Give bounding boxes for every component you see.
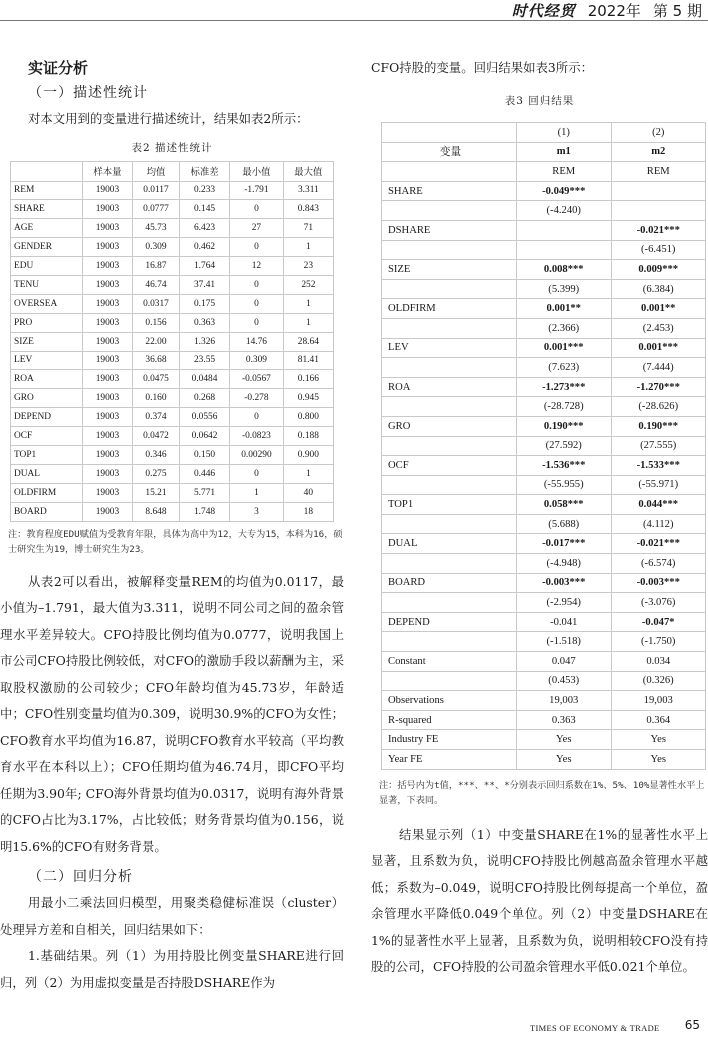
table-cell — [517, 240, 612, 260]
table-cell: 36.68 — [133, 351, 180, 370]
paragraph: 从表2可以看出，被解释变量REM的均值为0.0117，最小值为–1.791，最大值为3.311，说明不同公司之间的盈余管理水平差异较大。CFO持股比例均值为0.0777，说明我国上市公司CFO持股比例较低，对CFO的激励手段以薪酬为主，采取股权激励的公司较少；CFO年龄均值为45.73岁，年龄适中；CFO性别变量均值为0.309，说明30.9%的CFO为女性；CFO教育水平均值为16.87，说明CFO教育水平较高（平均教育水平在本科以上）；CFO任期均值为46.74月，即CFO平均任期为3.90年; CFO海外背景均值为0.0317，说明有海外背景的CFO占比为3.17%，占比较低；财务背景均值为0.156，说明15.6%的CFO有财务背景。 — [0, 573, 344, 854]
table3-model-row — [382, 142, 706, 162]
table-cell: Constant — [382, 652, 517, 672]
table-cell: EDU — [11, 257, 83, 276]
journal-name-footer: TIMES OF ECONOMY & TRADE — [530, 1023, 660, 1033]
header-year: 2022年 — [587, 1, 641, 20]
table-cell: -1.533*** — [611, 456, 706, 476]
table-cell: (-4.948) — [517, 554, 612, 574]
table2-header-cell: 最小值 — [230, 161, 284, 181]
table-row — [382, 750, 706, 770]
table-cell: m2 — [611, 142, 706, 162]
table-cell: 0.233 — [179, 181, 229, 200]
paragraph: 结果显示列（1）中变量SHARE在1%的显著性水平上显著，且系数为负，说明CFO持股比例越高盈余管理水平越低；系数为–0.049，说明CFO持股比例每提高一个单位，盈余管理水平降低0.049个单位。列（2）中变量DSHARE在1%的显著性水平上显著，且系数为负，说明相较CFO没有持股的公司，CFO持股的公司盈余管理水平低0.021个单位。 — [371, 826, 708, 975]
table-cell: 变量 — [382, 142, 517, 162]
table-row — [382, 652, 706, 672]
table-cell: 19003 — [82, 370, 132, 389]
table-cell: 0 — [230, 464, 284, 483]
table-row — [382, 456, 706, 476]
table-cell: 0.166 — [283, 370, 333, 389]
table-cell: (-28.728) — [517, 397, 612, 417]
table-cell: 23 — [283, 257, 333, 276]
table-row — [382, 691, 706, 711]
table-cell — [382, 162, 517, 182]
table-cell: 0.150 — [179, 445, 229, 464]
table-cell: 19003 — [82, 483, 132, 502]
table-row — [382, 318, 706, 338]
table2-caption: 表2 描述性统计 — [131, 141, 213, 154]
table-cell — [382, 632, 517, 652]
table-cell: -0.003*** — [517, 573, 612, 593]
table-cell: (-55.955) — [517, 475, 612, 495]
table-cell: 19003 — [82, 200, 132, 219]
table-row — [11, 464, 334, 483]
table-cell: m1 — [517, 142, 612, 162]
table-cell: 0.034 — [611, 652, 706, 672]
table-row — [382, 514, 706, 534]
table-cell: 0.900 — [283, 445, 333, 464]
table-cell: 0.462 — [179, 238, 229, 257]
table-cell: 1 — [283, 313, 333, 332]
page-number: 65 — [684, 1018, 700, 1032]
table-cell: REM — [11, 181, 83, 200]
table-cell: (-2.954) — [517, 593, 612, 613]
table-cell: (27.592) — [517, 436, 612, 456]
paragraph: 对本文用到的变量进行描述统计，结果如表2所示： — [28, 111, 309, 126]
table-cell: 19003 — [82, 332, 132, 351]
table-row — [11, 238, 334, 257]
table-cell: (4.112) — [611, 514, 706, 534]
table-row — [382, 436, 706, 456]
table3-caption: 表3 回归结果 — [504, 95, 575, 107]
table-cell: 1 — [230, 483, 284, 502]
table-cell: 0.00290 — [230, 445, 284, 464]
table-row — [382, 671, 706, 691]
table-cell: 0.009*** — [611, 260, 706, 280]
table-cell: (2.366) — [517, 318, 612, 338]
table-cell: 0.800 — [283, 408, 333, 427]
table-cell: 19003 — [82, 445, 132, 464]
table-cell: 252 — [283, 275, 333, 294]
table-row — [382, 730, 706, 750]
table-cell: 0.0317 — [133, 294, 180, 313]
table-cell: 0.363 — [179, 313, 229, 332]
table-cell: REM — [611, 162, 706, 182]
table-cell: 16.87 — [133, 257, 180, 276]
table2-header-row — [11, 161, 334, 181]
table-cell: 19003 — [82, 389, 132, 408]
table-cell: (27.555) — [611, 436, 706, 456]
table-cell: 18 — [283, 502, 333, 521]
table-row — [11, 483, 334, 502]
table-row — [382, 612, 706, 632]
table-cell — [382, 240, 517, 260]
table-cell: -0.278 — [230, 389, 284, 408]
table-cell: TOP1 — [382, 495, 517, 515]
table-cell: 0.145 — [179, 200, 229, 219]
table-cell: ROA — [11, 370, 83, 389]
table-cell: (-55.971) — [611, 475, 706, 495]
table-row — [382, 554, 706, 574]
table-cell: DUAL — [382, 534, 517, 554]
table-row — [382, 358, 706, 378]
table-row — [11, 389, 334, 408]
table-cell: 28.64 — [283, 332, 333, 351]
table-cell: 19003 — [82, 257, 132, 276]
table-row — [11, 445, 334, 464]
table-cell: 0.008*** — [517, 260, 612, 280]
table-cell: -1.536*** — [517, 456, 612, 476]
table-cell: 0.044*** — [611, 495, 706, 515]
table-cell: 0 — [230, 200, 284, 219]
table-cell: (5.688) — [517, 514, 612, 534]
table-cell — [382, 279, 517, 299]
table-cell: 1.764 — [179, 257, 229, 276]
table-row — [11, 219, 334, 238]
table-cell: -0.021*** — [611, 534, 706, 554]
table-cell: 1 — [283, 464, 333, 483]
table-cell: (-4.240) — [517, 201, 612, 221]
table2-header-cell: 均值 — [133, 161, 180, 181]
table-row — [11, 351, 334, 370]
table-cell: 37.41 — [179, 275, 229, 294]
table-cell: 0.364 — [611, 710, 706, 730]
table-cell: 8.648 — [133, 502, 180, 521]
table-cell: 1 — [283, 238, 333, 257]
table2-descriptive-stats — [10, 161, 334, 522]
table-cell: 0.346 — [133, 445, 180, 464]
table-cell: 0.001** — [517, 299, 612, 319]
table-cell: (0.453) — [517, 671, 612, 691]
table-cell: -1.273*** — [517, 377, 612, 397]
table-cell: 27 — [230, 219, 284, 238]
table-cell: 0.047 — [517, 652, 612, 672]
table-cell: BOARD — [382, 573, 517, 593]
table-cell — [382, 671, 517, 691]
table-cell: 0.275 — [133, 464, 180, 483]
table-cell: 23.55 — [179, 351, 229, 370]
section-title: 实证分析 — [28, 59, 89, 77]
table-cell: Yes — [517, 750, 612, 770]
table-row — [382, 377, 706, 397]
journal-logo: 时代经贸 — [511, 1, 576, 20]
table-cell: -0.003*** — [611, 573, 706, 593]
table-cell: 0.0475 — [133, 370, 180, 389]
table-cell: -0.049*** — [517, 181, 612, 201]
table-cell: SHARE — [11, 200, 83, 219]
table-row — [382, 416, 706, 436]
subsection-title-1: （一）描述性统计 — [28, 85, 148, 101]
table-cell: (6.384) — [611, 279, 706, 299]
table-cell: 0.945 — [283, 389, 333, 408]
table-row — [382, 495, 706, 515]
table-cell: (-6.451) — [611, 240, 706, 260]
table-cell: 5.771 — [179, 483, 229, 502]
table-cell — [611, 181, 706, 201]
table-cell — [382, 436, 517, 456]
table-cell: 19003 — [82, 294, 132, 313]
table-cell: ROA — [382, 377, 517, 397]
table-cell — [382, 514, 517, 534]
table-row — [382, 475, 706, 495]
table-cell: SHARE — [382, 181, 517, 201]
table-cell: Yes — [611, 750, 706, 770]
table-cell — [382, 123, 517, 143]
table-cell — [382, 554, 517, 574]
table-cell: -0.0823 — [230, 427, 284, 446]
table-cell: OLDFIRM — [11, 483, 83, 502]
header-rule — [0, 20, 708, 21]
table-cell: 0.374 — [133, 408, 180, 427]
table-cell: GRO — [11, 389, 83, 408]
table-cell: OCF — [11, 427, 83, 446]
table-cell: 0.001*** — [611, 338, 706, 358]
table-cell — [382, 201, 517, 221]
table-cell: 19003 — [82, 238, 132, 257]
table-cell — [382, 475, 517, 495]
table-row — [382, 593, 706, 613]
table-cell: 40 — [283, 483, 333, 502]
table-cell: AGE — [11, 219, 83, 238]
table-cell: -1.270*** — [611, 377, 706, 397]
table-row — [382, 279, 706, 299]
table-cell: 0.175 — [179, 294, 229, 313]
table-cell: DEPEND — [382, 612, 517, 632]
table-cell: 19003 — [82, 181, 132, 200]
table-cell: -0.047* — [611, 612, 706, 632]
table-cell: OLDFIRM — [382, 299, 517, 319]
table-cell: 19003 — [82, 464, 132, 483]
table-cell: 0.001** — [611, 299, 706, 319]
table-cell: (-6.574) — [611, 554, 706, 574]
table-cell: 19003 — [82, 219, 132, 238]
paragraph: CFO持股的变量。回归结果如表3所示： — [371, 60, 593, 75]
table-cell: -0.017*** — [517, 534, 612, 554]
table-cell: SIZE — [11, 332, 83, 351]
table-cell: Yes — [517, 730, 612, 750]
table-row — [11, 408, 334, 427]
table-cell: 12 — [230, 257, 284, 276]
table-cell: Observations — [382, 691, 517, 711]
table-cell: 0.001*** — [517, 338, 612, 358]
table-cell: R-squared — [382, 710, 517, 730]
header-issue: 第 5 期 — [652, 1, 702, 20]
table-cell — [517, 220, 612, 240]
table-cell: 19,003 — [611, 691, 706, 711]
table-cell: GRO — [382, 416, 517, 436]
table-cell: (-28.626) — [611, 397, 706, 417]
table-cell: 14.76 — [230, 332, 284, 351]
table2-header-cell — [11, 161, 83, 181]
table2-header-cell: 样本量 — [82, 161, 132, 181]
table-cell: 0.309 — [230, 351, 284, 370]
table-cell: (2.453) — [611, 318, 706, 338]
table-row — [11, 200, 334, 219]
table-cell: (0.326) — [611, 671, 706, 691]
table-cell: 0.0777 — [133, 200, 180, 219]
table-cell: 71 — [283, 219, 333, 238]
paragraph: 用最小二乘法回归模型，用聚类稳健标准误（cluster）处理异方差和自相关，回归结果如下： — [0, 895, 344, 937]
table-cell: (5.399) — [517, 279, 612, 299]
table-cell: REM — [517, 162, 612, 182]
table-row — [382, 632, 706, 652]
table-cell: 0.309 — [133, 238, 180, 257]
table-cell: 0.363 — [517, 710, 612, 730]
table-cell: DUAL — [11, 464, 83, 483]
table-row — [382, 240, 706, 260]
table-cell — [382, 358, 517, 378]
table-row — [11, 294, 334, 313]
table-row — [11, 257, 334, 276]
table-row — [382, 260, 706, 280]
table-cell: LEV — [11, 351, 83, 370]
table-cell: 0.0117 — [133, 181, 180, 200]
table-cell: Yes — [611, 730, 706, 750]
table-row — [382, 181, 706, 201]
table-cell: 0 — [230, 408, 284, 427]
table-cell: -0.0567 — [230, 370, 284, 389]
table-cell: 1.326 — [179, 332, 229, 351]
table-cell: 81.41 — [283, 351, 333, 370]
table-cell: 15.21 — [133, 483, 180, 502]
running-header — [512, 0, 702, 20]
table-cell: (7.444) — [611, 358, 706, 378]
table-cell: 19003 — [82, 502, 132, 521]
table-cell: 0.160 — [133, 389, 180, 408]
table-cell: 0.0472 — [133, 427, 180, 446]
table-row — [382, 573, 706, 593]
table-row — [382, 201, 706, 221]
table-row — [11, 275, 334, 294]
table-cell: 3.311 — [283, 181, 333, 200]
table-cell: SIZE — [382, 260, 517, 280]
table-cell: 6.423 — [179, 219, 229, 238]
table-cell: 0.058*** — [517, 495, 612, 515]
table-cell — [382, 318, 517, 338]
table-row — [382, 397, 706, 417]
table-cell: 19003 — [82, 408, 132, 427]
table-cell: 0.268 — [179, 389, 229, 408]
table-cell: -0.041 — [517, 612, 612, 632]
table-cell: (1) — [517, 123, 612, 143]
paragraph: 1.基础结果。列（1）为用持股比例变量SHARE进行回归，列（2）为用虚拟变量是否持股DSHARE作为 — [0, 948, 344, 990]
table-cell: Industry FE — [382, 730, 517, 750]
table-cell: DEPEND — [11, 408, 83, 427]
table-cell: 0 — [230, 275, 284, 294]
table-cell: 0.188 — [283, 427, 333, 446]
table-cell: TOP1 — [11, 445, 83, 464]
table-cell: -1.791 — [230, 181, 284, 200]
subsection-title-2: （二）回归分析 — [28, 869, 133, 886]
table-cell: 0.0556 — [179, 408, 229, 427]
table-cell: 0.0642 — [179, 427, 229, 446]
table-cell: 0.190*** — [611, 416, 706, 436]
table-cell: 46.74 — [133, 275, 180, 294]
table-cell: 0.190*** — [517, 416, 612, 436]
table2-header-cell: 最大值 — [283, 161, 333, 181]
table-cell: 19003 — [82, 427, 132, 446]
table-cell: BOARD — [11, 502, 83, 521]
table-cell: 19003 — [82, 351, 132, 370]
table-cell: 0.843 — [283, 200, 333, 219]
table-cell: (2) — [611, 123, 706, 143]
table-cell: (-1.750) — [611, 632, 706, 652]
table-cell: (-3.076) — [611, 593, 706, 613]
table-cell: 0.446 — [179, 464, 229, 483]
table-cell: DSHARE — [382, 220, 517, 240]
table-cell: OVERSEA — [11, 294, 83, 313]
table-cell: 19,003 — [517, 691, 612, 711]
table-row — [11, 502, 334, 521]
table-row — [382, 220, 706, 240]
table-cell: 0 — [230, 294, 284, 313]
table3-colnum-row — [382, 123, 706, 143]
table3-note: 注：括号内为t值，***、**、*分别表示回归系数在1%、5%、10%显著性水平上显著，下表同。 — [379, 779, 705, 806]
table-cell: 0.0484 — [179, 370, 229, 389]
table-cell: 0 — [230, 313, 284, 332]
table-row — [382, 299, 706, 319]
table-cell: -0.021*** — [611, 220, 706, 240]
table-cell — [382, 593, 517, 613]
table-row — [382, 338, 706, 358]
table-cell: Year FE — [382, 750, 517, 770]
table-cell: 1 — [283, 294, 333, 313]
table-cell: 3 — [230, 502, 284, 521]
table-cell: PRO — [11, 313, 83, 332]
table-cell: (7.623) — [517, 358, 612, 378]
table-row — [11, 332, 334, 351]
table2-header-cell: 标准差 — [179, 161, 229, 181]
table-row — [382, 534, 706, 554]
table2-note: 注：教育程度EDU赋值为受教育年限，具体为高中为12，大专为15，本科为16，硕士研究生为19，博士研究生为23。 — [8, 528, 343, 555]
table-row — [11, 313, 334, 332]
table-cell: OCF — [382, 456, 517, 476]
table-cell: TENU — [11, 275, 83, 294]
left-column — [0, 56, 344, 996]
table3-depvar-row — [382, 162, 706, 182]
table-cell: 45.73 — [133, 219, 180, 238]
table-row — [11, 370, 334, 389]
table-cell — [611, 201, 706, 221]
table-cell: 1.748 — [179, 502, 229, 521]
table-cell: 0 — [230, 238, 284, 257]
table-cell: GENDER — [11, 238, 83, 257]
table-cell: 19003 — [82, 275, 132, 294]
table-row — [11, 181, 334, 200]
table-row — [382, 710, 706, 730]
right-column — [371, 56, 708, 981]
table-cell: LEV — [382, 338, 517, 358]
table-cell — [382, 397, 517, 417]
table-cell: (-1.518) — [517, 632, 612, 652]
table3-regression-results — [381, 122, 706, 770]
table-cell: 22.00 — [133, 332, 180, 351]
table-cell: 0.156 — [133, 313, 180, 332]
table-cell: 19003 — [82, 313, 132, 332]
table-row — [11, 427, 334, 446]
